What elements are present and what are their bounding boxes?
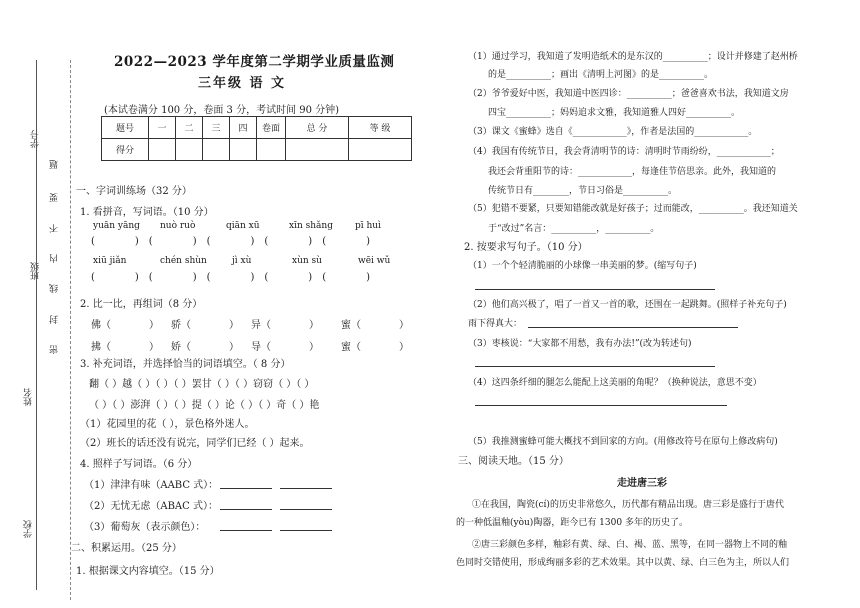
answer-line[interactable] <box>220 530 272 531</box>
score-cell[interactable] <box>349 139 412 161</box>
fill-line: 于“改过”名言：__________，__________。 <box>488 224 660 234</box>
table-cell: 卷面 <box>257 117 286 139</box>
sentence-task: （2）他们高兴极了，唱了一首又一首的歌，还围在一起跳舞。(照样子补充句子) <box>468 300 787 310</box>
seal-char: 线 <box>50 284 60 293</box>
exam-subtitle: 三年级 语 文 <box>198 76 287 91</box>
char: ） <box>399 342 409 353</box>
score-cell[interactable] <box>203 139 230 161</box>
q4-item: （3）葡萄灰（表示颜色）： <box>84 522 206 533</box>
table-cell: 三 <box>203 117 230 139</box>
answer-line[interactable] <box>475 289 715 290</box>
table-cell: 得分 <box>102 139 149 161</box>
seal-char: 密 <box>50 345 60 354</box>
fill-line: 的是__________；画出《清明上河图》的是__________。 <box>488 70 714 80</box>
char: 蜜（ <box>341 342 361 353</box>
fill-line: 四宝__________；妈妈追求文雅，我知道雅人四好__________。 <box>488 108 741 118</box>
idiom-row-2: （ ）（ ）澎湃（ ）（ ）提（ ）论（ ）（ ）奇（ ）艳 <box>89 400 320 411</box>
answer-brackets[interactable]: ( ) ( ) ( ) ( ) ( ) <box>91 272 371 283</box>
char: ） <box>229 342 239 353</box>
answer-line[interactable] <box>280 488 332 489</box>
q4-label: 4. 照样子写词语。（6 分） <box>80 459 198 470</box>
section3-heading: 三、阅读天地。（15 分） <box>458 456 569 467</box>
seal-char: 要 <box>50 193 60 202</box>
score-cell[interactable] <box>149 139 176 161</box>
pinyin: nuò ruò <box>160 221 196 231</box>
char: ） <box>309 320 319 331</box>
q4-item: （1）津津有味（AABC 式）： <box>84 480 219 491</box>
answer-line[interactable] <box>220 488 272 489</box>
table-cell: 四 <box>230 117 257 139</box>
fill-line: （5）犯错不要紧，只要知错能改就是好孩子；过而能改，__________。我还知道关 <box>468 204 798 214</box>
table-cell: 二 <box>176 117 203 139</box>
binding-line <box>70 60 71 600</box>
table-cell: 一 <box>149 117 176 139</box>
fill-line: （3）课文《蜜蜂》选自《____________》，作者是法国的____________。 <box>468 127 758 137</box>
pinyin: qiān xū <box>226 221 260 231</box>
passage-line: 色同时交错使用，形成绚丽多彩的艺术效果。其中以黄、绿、白三色为主，所以人们 <box>456 558 790 568</box>
char: 佛（ <box>91 320 111 331</box>
q1-label: 1. 看拼音，写词语。（10 分） <box>80 207 214 218</box>
seal-char: 不 <box>50 224 60 233</box>
compare-row-1 <box>91 316 409 331</box>
char: ） <box>149 342 159 353</box>
passage-line: 的一种低温釉(yòu)陶器，距今已有 1300 多年的历史了。 <box>456 518 688 528</box>
answer-line[interactable] <box>280 509 332 510</box>
fill-line: （4）我国有传统节日，我会背清明节的诗：清明时节雨纷纷，____________； <box>468 147 780 157</box>
answer-brackets[interactable]: ( ) ( ) ( ) ( ) ( ) <box>91 236 371 247</box>
fill-line: （2）爷爷爱好中医，我知道中医四诊：__________；爸爸喜欢书法，我知道文房 <box>468 89 789 99</box>
char: 异（ <box>251 320 271 331</box>
score-table-header-row <box>102 117 412 139</box>
q2-label: 2. 比一比，再组词（8 分） <box>80 299 203 310</box>
char: 蜜（ <box>341 320 361 331</box>
char: 拂（ <box>91 342 111 353</box>
pinyin: xīn shǎng <box>289 221 333 231</box>
char: ） <box>399 320 409 331</box>
answer-line[interactable] <box>475 366 715 367</box>
name-label: 姓名 <box>24 388 34 406</box>
sentence-task: （5）我推测蜜蜂可能大概找不到回家的方向。(用修改符号在原句上修改病句) <box>468 437 778 447</box>
score-cell[interactable] <box>230 139 257 161</box>
score-table <box>101 116 412 161</box>
school-label: 学校 <box>24 520 34 538</box>
exam-note: (本试卷满分 100 分，卷面 3 分，考试时间 90 分钟) <box>104 105 340 116</box>
char: 骄（ <box>171 320 191 331</box>
score-table-score-row <box>102 139 412 161</box>
pinyin: pī huì <box>355 221 381 231</box>
table-cell: 等 级 <box>349 117 412 139</box>
pinyin: wēi wǔ <box>358 256 391 266</box>
pinyin: yuān yāng <box>93 221 140 231</box>
q4-item: （2）无忧无虑（ABAC 式）： <box>84 501 218 512</box>
answer-line[interactable] <box>220 509 272 510</box>
student-id-label: 学号 <box>31 130 41 148</box>
fill-line: （1）通过学习，我知道了发明造纸术的是东汉的__________；设计并修建了赵州桥 <box>468 52 798 62</box>
q3-label: 3. 补充词语，并选择恰当的词语填空。（ 8 分） <box>80 359 291 370</box>
sentence-task: （3）枣核说：“大家都不用愁，我有办法!”(改为转述句) <box>468 339 692 349</box>
fill-line: 传统节日有________，节日习俗是__________。 <box>488 186 678 196</box>
exam-title: 2022—2023 学年度第二学期学业质量监测 <box>114 54 395 70</box>
compare-row-2 <box>91 338 409 353</box>
seal-char: 题 <box>50 160 60 169</box>
char: ） <box>149 320 159 331</box>
answer-line[interactable] <box>528 327 738 328</box>
pinyin: chén shùn <box>160 256 207 266</box>
section2-q1: 1. 根据课文内容填空。（15 分） <box>76 566 220 577</box>
sentence-task: （4）这四条纤细的腿怎么能配上这美丽的角呢？（换种说法，意思不变） <box>468 378 762 388</box>
score-cell[interactable] <box>286 139 349 161</box>
idiom-row-1: 翻（ ）越（ ）（ ）（ ）罢甘（ ）（ ）窃窃（ ）（ ） <box>89 379 315 390</box>
table-cell: 总 分 <box>286 117 349 139</box>
pinyin: xiū jiǎn <box>93 256 127 266</box>
section2-heading: 二、积累运用。（25 分） <box>71 543 182 554</box>
score-cell[interactable] <box>257 139 286 161</box>
char: ） <box>229 320 239 331</box>
seal-char: 封 <box>50 315 60 324</box>
pinyin: jì xù <box>232 256 252 266</box>
q3-sentence-1: （1）花园里的花（ ），景色格外迷人。 <box>80 419 255 430</box>
right-q2-label: 2. 按要求写句子。（10 分） <box>464 242 588 253</box>
score-cell[interactable] <box>176 139 203 161</box>
passage-line: ①在我国，陶瓷(cí)的历史非常悠久，历代都有精品出现。唐三彩是盛行于唐代 <box>472 500 784 510</box>
pinyin: xùn sù <box>292 256 322 266</box>
answer-line[interactable] <box>280 530 332 531</box>
table-cell: 题号 <box>102 117 149 139</box>
passage-line: ②唐三彩颜色多样，釉彩有黄、绿、白、褐、蓝、黑等，在同一器物上不同的釉 <box>472 540 788 550</box>
sentence-prompt: 雨下得真大： <box>468 319 523 329</box>
char: ） <box>309 342 319 353</box>
name-underline <box>36 60 37 590</box>
q3-sentence-2: （2）班长的话还没有说完，同学们已经（ ）起来。 <box>80 438 310 449</box>
answer-line[interactable] <box>475 405 727 406</box>
class-label: 班级 <box>31 262 41 280</box>
sentence-task: （1）一个个轻清脆丽的小球像一串美丽的梦。(缩写句子) <box>468 261 697 271</box>
fill-line: 我还会背重阳节的诗：____________，每逢佳节倍思亲。此外，我知道的 <box>488 167 777 177</box>
char: 导（ <box>251 342 271 353</box>
passage-title: 走进唐三彩 <box>617 478 667 489</box>
section1-heading: 一、字词训练场（32 分） <box>76 186 192 197</box>
char: 娇（ <box>171 342 191 353</box>
seal-char: 内 <box>50 254 60 263</box>
